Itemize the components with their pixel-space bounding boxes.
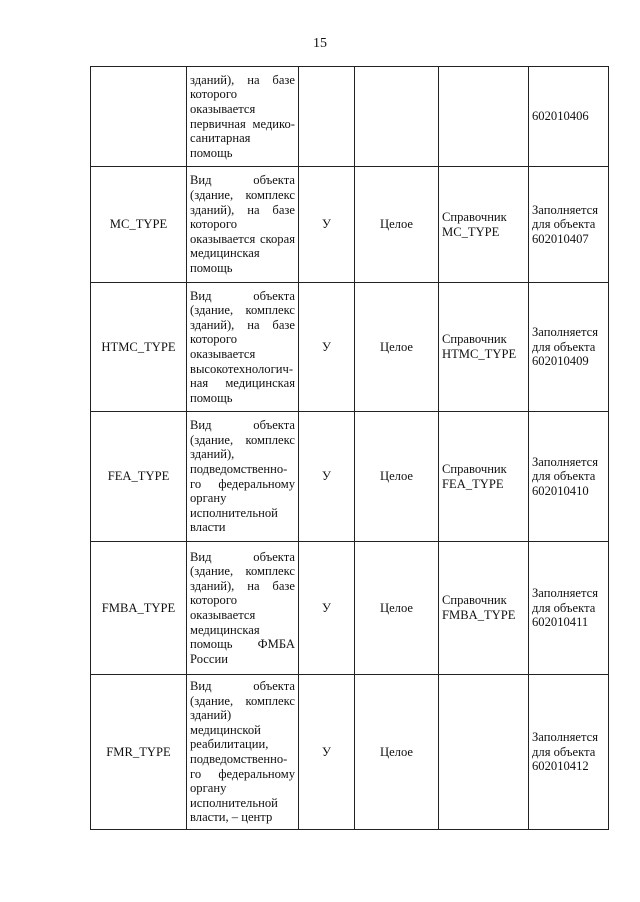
field-required-cell: У	[299, 283, 355, 412]
field-description-cell: Вид объекта (здание, комплекс зданий) медицинской реабилитации, подведомственно-го федеральному органу исполнительной власти, – центр	[187, 675, 299, 830]
table-row	[91, 167, 609, 283]
field-required-cell: У	[299, 412, 355, 542]
table-row	[91, 67, 609, 167]
field-type-cell: Целое	[355, 283, 439, 412]
table-row	[91, 283, 609, 412]
field-required-cell: У	[299, 675, 355, 830]
field-reference-cell: Справочник FEA_TYPE	[439, 412, 529, 542]
field-type-cell: Целое	[355, 675, 439, 830]
field-reference-cell	[439, 675, 529, 830]
table-row	[91, 542, 609, 675]
field-note-cell: Заполняется для объекта 602010410	[529, 412, 609, 542]
field-required-cell	[299, 67, 355, 167]
field-code-cell: FMR_TYPE	[91, 675, 187, 830]
field-description-cell: Вид объекта (здание, комплекс зданий), на базе которого оказывается скорая медицинская помощь	[187, 167, 299, 283]
field-note-cell: Заполняется для объекта 602010411	[529, 542, 609, 675]
field-type-cell	[355, 67, 439, 167]
field-reference-cell: Справочник MC_TYPE	[439, 167, 529, 283]
field-code-cell: HTMC_TYPE	[91, 283, 187, 412]
field-type-cell: Целое	[355, 542, 439, 675]
field-code-cell: MC_TYPE	[91, 167, 187, 283]
field-type-cell: Целое	[355, 167, 439, 283]
field-description-cell: зданий), на базе которого оказывается первичная медико-санитарная помощь	[187, 67, 299, 167]
field-spec-table	[90, 66, 609, 830]
field-description-cell: Вид объекта (здание, комплекс зданий), подведомственно-го федеральному органу исполнительной власти	[187, 412, 299, 542]
field-type-cell: Целое	[355, 412, 439, 542]
field-note-cell: 602010406	[529, 67, 609, 167]
field-required-cell: У	[299, 167, 355, 283]
field-reference-cell	[439, 67, 529, 167]
page-number: 15	[313, 36, 327, 51]
field-description-cell: Вид объекта (здание, комплекс зданий), на базе которого оказывается медицинская помощь ФМБА России	[187, 542, 299, 675]
field-code-cell: FEA_TYPE	[91, 412, 187, 542]
table-row	[91, 412, 609, 542]
field-required-cell: У	[299, 542, 355, 675]
field-note-cell: Заполняется для объекта 602010412	[529, 675, 609, 830]
field-code-cell	[91, 67, 187, 167]
field-reference-cell: Справочник HTMC_TYPE	[439, 283, 529, 412]
field-reference-cell: Справочник FMBA_TYPE	[439, 542, 529, 675]
field-description-cell: Вид объекта (здание, комплекс зданий), на базе которого оказывается высокотехнологич-ная медицинская помощь	[187, 283, 299, 412]
field-note-cell: Заполняется для объекта 602010409	[529, 283, 609, 412]
field-note-cell: Заполняется для объекта 602010407	[529, 167, 609, 283]
table-row	[91, 675, 609, 830]
field-code-cell: FMBA_TYPE	[91, 542, 187, 675]
